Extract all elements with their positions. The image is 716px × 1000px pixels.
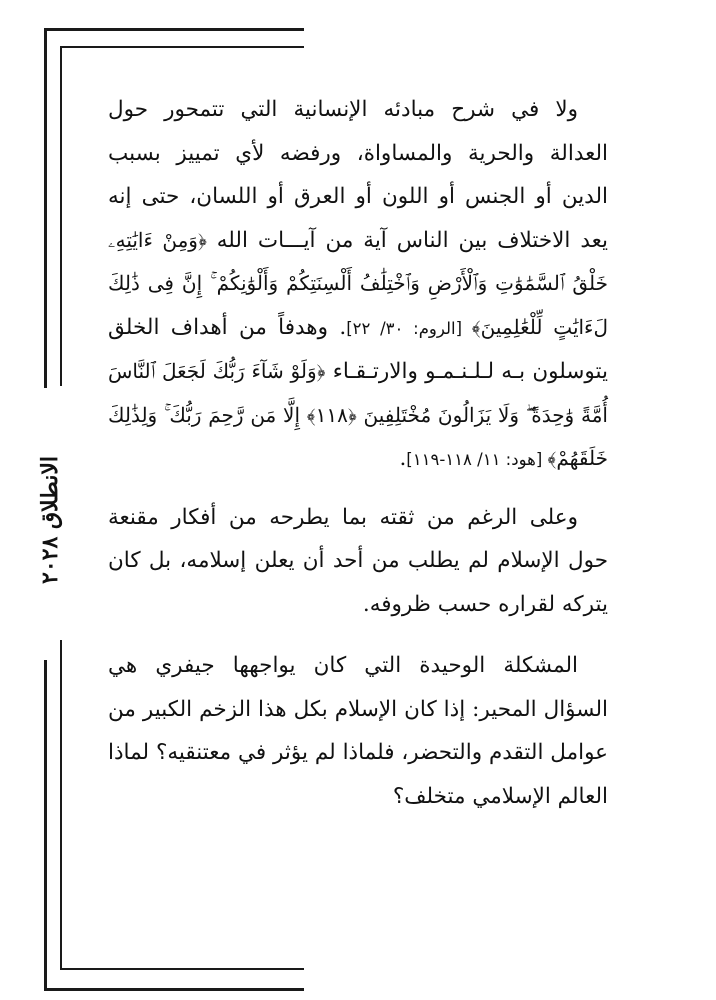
frame-line-bottom-inner-vertical: [60, 640, 62, 970]
paragraph-1: [108, 88, 608, 482]
verse-reference-2: [هود: ١١/ ١١٨-١١٩]: [406, 450, 548, 469]
frame-line-top-inner-vertical: [60, 46, 62, 386]
paragraph-1-text-c: .: [399, 446, 407, 471]
paragraph-1-text-b: . وهدفاً من أهداف الخلق يتوسلون بـه لـلـنـمـو والارتـقـاء: [108, 314, 608, 384]
frame-line-bottom-outer-horizontal: [44, 988, 304, 991]
frame-line-top-inner-horizontal: [60, 46, 304, 48]
running-head: [20, 400, 80, 640]
quran-verse-2: ﴿وَلَوْ شَآءَ رَبُّكَ لَجَعَلَ ٱلنَّاسَ أُمَّةً وَٰحِدَةً ۖ وَلَا يَزَالُونَ مُخْتَلِفِينَ ﴿١١٨﴾ إِلَّا مَن رَّحِمَ رَبُّكَ ۚ وَلِذَٰلِكَ خَلَقَهُمْ﴾: [108, 359, 608, 470]
page-body: [108, 88, 608, 836]
running-head-text: الانطلاق ٢٠٢٨: [37, 456, 64, 584]
paragraph-2: وعلى الرغم من ثقته بما يطرحه من أفكار مقنعة حول الإسلام لم يطلب من أحد أن يعلن إسلامه، بل كان يتركه لقراره حسب ظروفه.: [108, 504, 608, 617]
paragraph-1-text-a: ولا في شرح مبادئه الإنسانية التي تتمحور حول العدالة والحرية والمساواة، ورفضه لأي تمييز بسبب الدين أو الجنس أو اللون أو العرق أو اللسان، حتى إنه يعد الاختلاف بين الناس آية من آيـــات الله: [108, 97, 608, 253]
frame-line-bottom-outer-vertical: [44, 660, 47, 990]
frame-line-bottom-inner-horizontal: [60, 968, 304, 970]
quran-verse-1: ﴿وَمِنْ ءَايَٰتِهِۦ خَلْقُ ٱلسَّمَٰوَٰتِ وَٱلْأَرْضِ وَٱخْتِلَٰفُ أَلْسِنَتِكُمْ وَأَلْوَٰنِكُمْ ۚ إِنَّ فِى ذَٰلِكَ لَءَايَٰتٍ لِّلْعَٰلِمِينَ﴾: [108, 227, 608, 339]
paragraph-3: المشكلة الوحيدة التي كان يواجهها جيفري هي السؤال المحير: إذا كان الإسلام بكل هذا الزخم الكبير من عوامل التقدم والتحضر، فلماذا لم يؤثر في معتنقيه؟ لماذا العالم الإسلامي متخلف؟: [108, 653, 608, 809]
frame-line-top-outer-horizontal: [44, 28, 304, 31]
verse-reference-1: [الروم: ٣٠/ ٢٢]: [346, 318, 472, 338]
frame-line-top-outer-vertical: [44, 28, 47, 388]
